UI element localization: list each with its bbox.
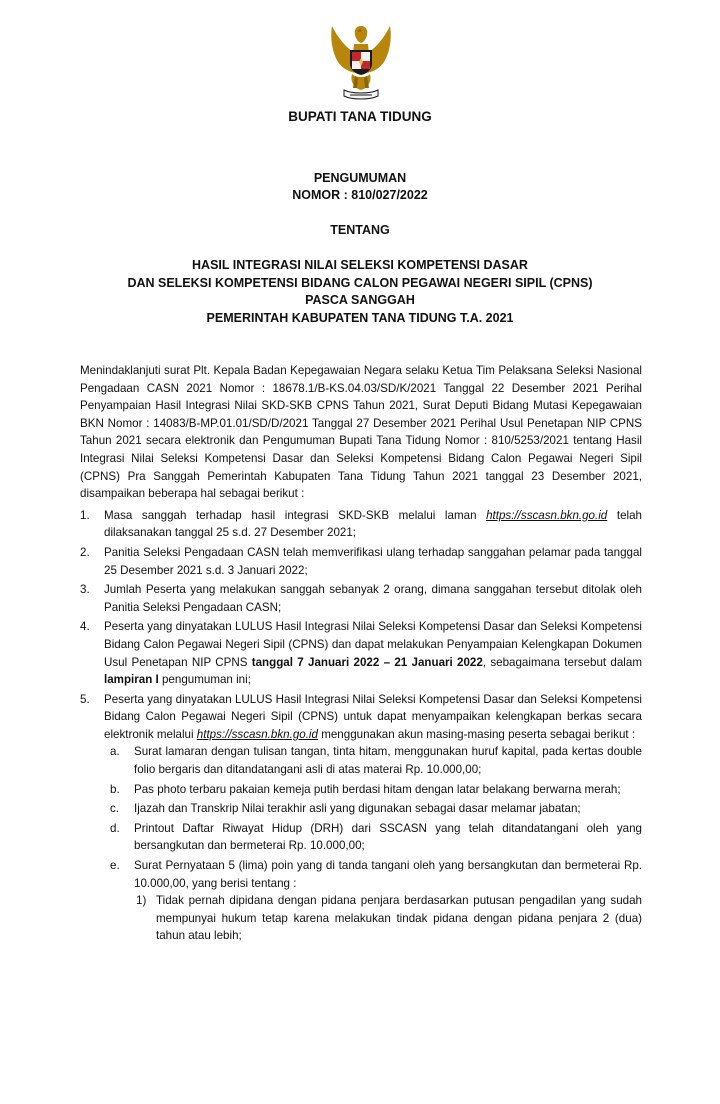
sublist-item	[110, 857, 642, 945]
numbered-list	[80, 507, 642, 945]
item-number: 2.	[80, 545, 90, 559]
list-item	[80, 618, 642, 688]
item-text: Peserta yang dinyatakan LULUS Hasil Integrasi Nilai Seleksi Kompetensi Dasar dan Seleksi Kompetensi Bidang Calon Pegawai Negeri Sipil (CPNS) untuk dapat menyampaikan kelengkapan berkas secara elektronik melalui	[104, 692, 642, 741]
item-text: , sebagaimana tersebut dalam	[482, 655, 642, 669]
sub-item-letter: c.	[110, 802, 120, 816]
sublist-item	[110, 800, 642, 818]
subject-line: PEMERINTAH KABUPATEN TANA TIDUNG T.A. 2021	[206, 310, 514, 325]
list-item	[80, 507, 642, 542]
item-number: 3.	[80, 583, 90, 597]
subject-heading	[0, 257, 720, 327]
sublist-item	[110, 743, 642, 778]
subject-line: PASCA SANGGAH	[305, 293, 415, 307]
sublist-item	[110, 820, 642, 855]
statement-point-number: 1)	[136, 894, 147, 908]
sub-item-letter: a.	[110, 745, 120, 759]
statement-point	[136, 892, 642, 945]
item-text: Masa sanggah terhadap hasil integrasi SKD-SKB melalui laman	[104, 508, 487, 522]
announcement-number: NOMOR : 810/027/2022	[292, 188, 428, 202]
document-body	[80, 362, 642, 947]
announcement-label: PENGUMUMAN	[313, 171, 407, 185]
submission-dates: tanggal 7 Januari 2022 – 21 Januari 2022	[251, 655, 483, 669]
item-number: 4.	[80, 620, 90, 634]
sub-item-letter: e.	[110, 859, 120, 873]
garuda-pancasila-emblem-icon	[316, 18, 406, 108]
sub-item-text: Ijazah dan Transkrip Nilai terakhir asli yang digunakan sebagai dasar melamar jabatan;	[134, 802, 581, 816]
list-item	[80, 544, 642, 579]
sublist-item	[110, 781, 642, 799]
attachment-reference: lampiran I	[104, 673, 159, 687]
statement-points-list	[134, 892, 642, 945]
sub-item-letter: b.	[110, 782, 120, 796]
sub-item-text: Surat lamaran dengan tulisan tangan, tinta hitam, menggunakan huruf kapital, pada kertas double folio bergaris dan ditandatangani asli di atas materai Rp. 10.000,00;	[134, 745, 642, 777]
statement-point-text: Tidak pernah dipidana dengan pidana penjara berdasarkan putusan pengadilan yang sudah mempunyai hukum tetap karena melakukan tindak pidana dengan pidana penjara 2 (dua) tahun atau lebih;	[156, 894, 642, 943]
subject-line: HASIL INTEGRASI NILAI SELEKSI KOMPETENSI DASAR	[192, 258, 528, 272]
sscasn-link[interactable]: https://sscasn.bkn.go.id	[486, 508, 608, 522]
item-text: Panitia Seleksi Pengadaan CASN telah memverifikasi ulang terhadap sanggahan pelamar pada tanggal 25 Desember 2021 s.d. 3 Januari 2022;	[104, 545, 642, 577]
announcement-heading	[0, 170, 720, 204]
sscasn-link[interactable]: https://sscasn.bkn.go.id	[196, 727, 318, 741]
list-item	[80, 691, 642, 945]
item-text: telah dilaksanakan tanggal 25 s.d. 27 Desember 2021;	[104, 508, 642, 540]
item-number: 1.	[80, 508, 90, 522]
sub-item-text: Printout Daftar Riwayat Hidup (DRH) dari SSCASN yang telah ditandatangani oleh yang bersangkutan dan bermeterai Rp. 10.000,00;	[134, 821, 642, 853]
list-item	[80, 581, 642, 616]
item-text: pengumuman ini;	[158, 673, 251, 687]
item-number: 5.	[80, 692, 90, 706]
item-text: menggunakan akun masing-masing peserta sebagai berikut :	[317, 727, 636, 741]
item-text: Jumlah Peserta yang melakukan sanggah sebanyak 2 orang, dimana sanggahan tersebut ditolak oleh Panitia Seleksi Pengadaan CASN;	[104, 583, 642, 614]
sub-item-text: Pas photo terbaru pakaian kemeja putih berdasi hitam dengan latar belakang berwarna merah;	[134, 782, 621, 796]
intro-paragraph: Menindaklanjuti surat Plt. Kepala Badan Kepegawaian Negara selaku Ketua Tim Pelaksana Seleksi Nasional Pengadaan CASN 2021 Nomor : 18678.1/B-KS.04.03/SD/K/2021 Tanggal 22 Desember 2021 Perihal Penyampaian Hasil Integrasi Nilai SKD-SKB CPNS Tahun 2021, Surat Deputi Bidang Mutasi Kepegawaian BKN Nomor : 14083/B-MP.01.01/SD/D/2021 Tanggal 27 Desember 2021 Perihal Usul Penetapan NIP CPNS Tahun 2021 secara elektronik dan Pengumuman Bupati Tana Tidung Nomor : 810/5253/2021 tentang Hasil Integrasi Nilai Seleksi Kompetensi Dasar dan Seleksi Kompetensi Bidang Calon Pegawai Negeri Sipil (CPNS) Pra Sanggah Pemerintah Kabupaten Tana Tidung Tahun 2021 tanggal 23 Desember 2021, disampaikan beberapa hal sebagai berikut :	[80, 364, 642, 501]
issuer-title: BUPATI TANA TIDUNG	[288, 109, 432, 124]
item-text: Peserta yang dinyatakan LULUS Hasil Integrasi Nilai Seleksi Kompetensi Dasar dan Seleksi Kompetensi Bidang Calon Pegawai Negeri Sipil (CPNS) dan dapat melakukan Penyampaian Kelengkapan Dokumen Usul Penetapan NIP CPNS	[104, 620, 642, 669]
about-label: TENTANG	[330, 223, 390, 237]
sub-item-letter: d.	[110, 821, 120, 835]
sub-item-text: Surat Pernyataan 5 (lima) poin yang di tanda tangani oleh yang bersangkutan dan bermeterai Rp. 10.000,00, yang berisi tentang :	[134, 859, 642, 890]
lettered-sublist	[104, 743, 642, 945]
subject-line: DAN SELEKSI KOMPETENSI BIDANG CALON PEGAWAI NEGERI SIPIL (CPNS)	[127, 275, 593, 290]
